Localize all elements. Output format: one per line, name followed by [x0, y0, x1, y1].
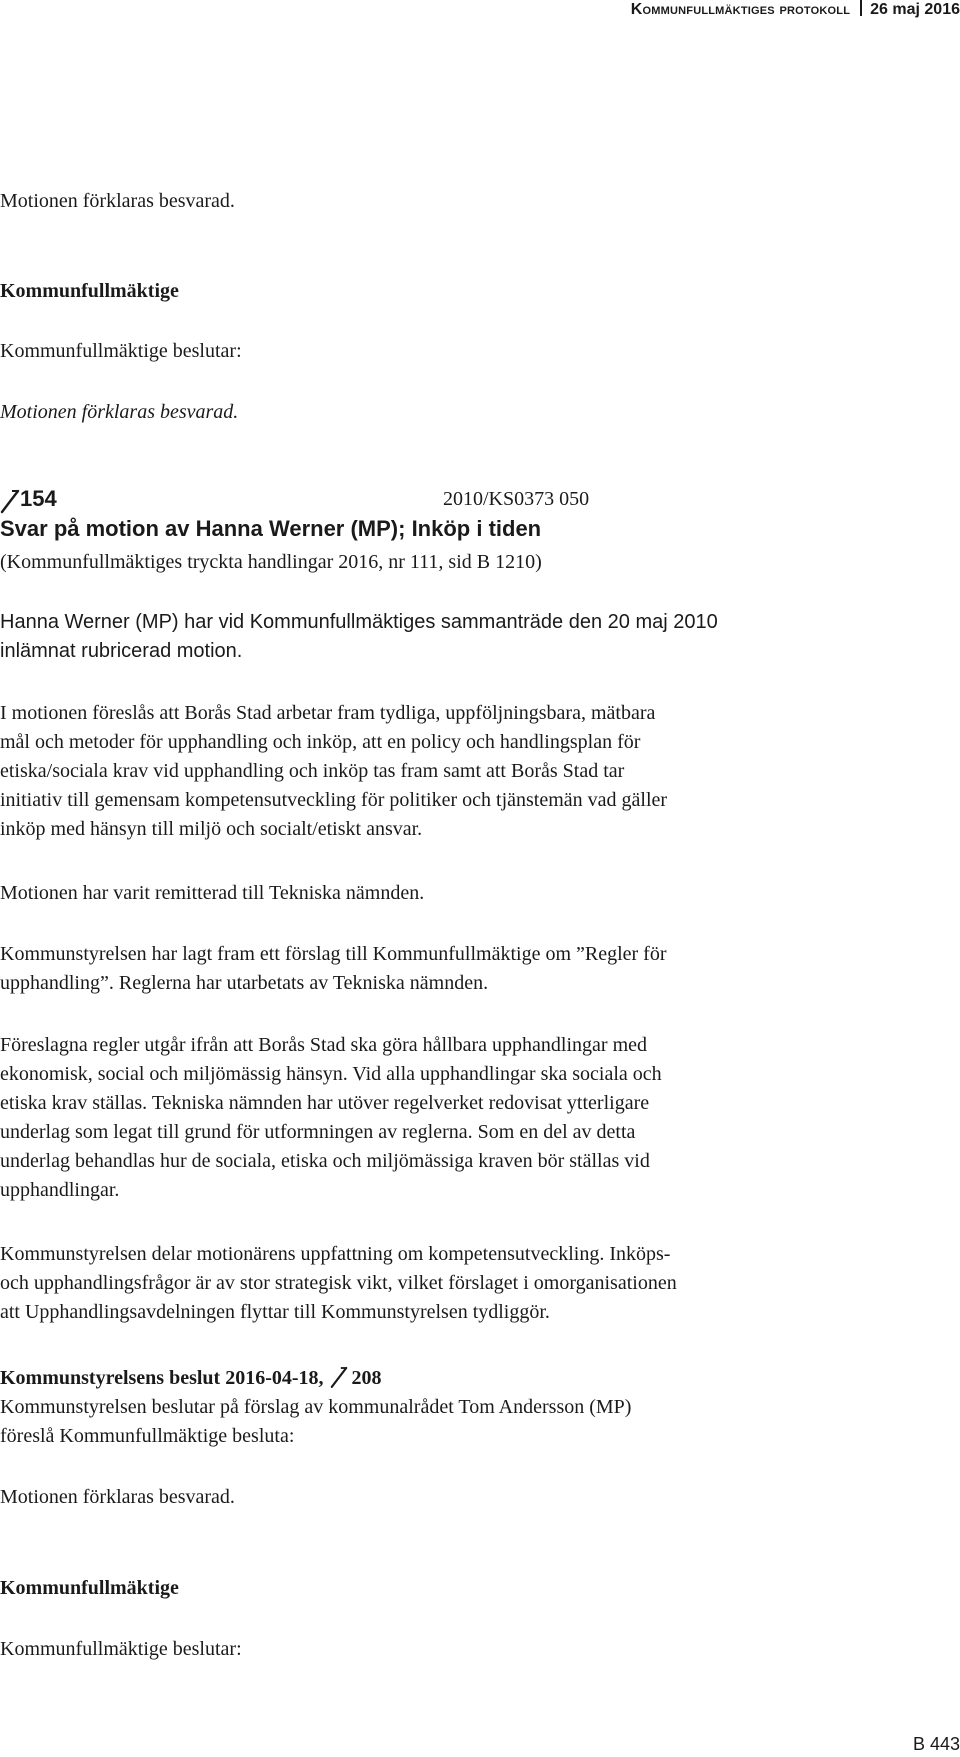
header-separator: [860, 0, 862, 16]
para4-line-1: Föreslagna regler utgår ifrån att Borås Stad ska göra hållbara upphandlingar med: [0, 1034, 648, 1056]
para3-line-2: upphandling”. Reglerna har utarbetats av Tekniska nämnden.: [0, 972, 489, 994]
para1-line-3: etiska/sociala krav vid upphandling och inköp tas fram samt att Borås Stad tar: [0, 760, 625, 782]
para4-line-2: ekonomisk, social och miljömässig hänsyn. Vid alla upphandlingar ska sociala och: [0, 1063, 662, 1085]
ks-decision-heading-text: Kommunstyrelsens beslut 2016-04-18,: [0, 1367, 324, 1389]
ks-decision-line-2: föreslå Kommunfullmäktige besluta:: [0, 1425, 295, 1447]
para4-line-5: underlag behandlas hur de sociala, etiska och miljömässiga kraven bör ställas vid: [0, 1150, 650, 1172]
para5-line-3: att Upphandlingsavdelningen flyttar till Kommunstyrelsen tydliggör.: [0, 1301, 550, 1323]
paragraph-sign-icon: [330, 1365, 348, 1389]
header-title: Kommunfullmäktiges protokoll: [630, 1, 851, 18]
ks-decision-line-1: Kommunstyrelsen beslutar på förslag av kommunalrådet Tom Andersson (MP): [0, 1396, 632, 1418]
prev-kf-decision: Motionen förklaras besvarad.: [0, 401, 239, 423]
paragraph-sign-icon: [0, 488, 20, 514]
running-header: [631, 0, 960, 20]
para1-line-4: initiativ till gemensam kompetensutveckling för politiker och tjänstemän vad gäller: [0, 789, 668, 811]
para3-line-1: Kommunstyrelsen har lagt fram ett förslag till Kommunfullmäktige om ”Regler för: [0, 943, 667, 965]
para5-line-2: och upphandlingsfrågor är av stor strategisk vikt, vilket förslaget i omorganisationen: [0, 1272, 677, 1294]
page-number: B 443: [912, 1734, 960, 1754]
ks-conclusion: Motionen förklaras besvarad.: [0, 1486, 235, 1508]
ks-decision-paragraph-number: 208: [351, 1367, 382, 1389]
ks-decision-heading: [0, 1363, 382, 1393]
header-date: 26 maj 2016: [870, 1, 960, 18]
para1-line-5: inköp med hänsyn till miljö och socialt/etiskt ansvar.: [0, 818, 423, 840]
kf-decides: Kommunfullmäktige beslutar:: [0, 1638, 242, 1660]
para1-line-2: mål och metoder för upphandling och inköp, att en policy och handlingsplan för: [0, 731, 641, 753]
section-title: Svar på motion av Hanna Werner (MP); Inköp i tiden: [0, 516, 542, 541]
intro-line-2: inlämnat rubricerad motion.: [0, 640, 243, 662]
kf-heading: Kommunfullmäktige: [0, 1577, 179, 1599]
prev-conclusion: Motionen förklaras besvarad.: [0, 190, 235, 212]
para2: Motionen har varit remitterad till Tekniska nämnden.: [0, 882, 425, 904]
section-dnr: 2010/KS0373 050: [443, 488, 590, 510]
intro-line-1: Hanna Werner (MP) har vid Kommunfullmäktiges sammanträde den 20 maj 2010: [0, 611, 718, 633]
para4-line-6: upphandlingar.: [0, 1179, 120, 1201]
para4-line-3: etiska krav ställas. Tekniska nämnden har utöver regelverket redovisat ytterligare: [0, 1092, 650, 1114]
para4-line-4: underlag som legat till grund för utformningen av reglerna. Som en del av detta: [0, 1121, 636, 1143]
prev-kf-heading: Kommunfullmäktige: [0, 280, 179, 302]
para5-line-1: Kommunstyrelsen delar motionärens uppfattning om kompetensutveckling. Inköps-: [0, 1243, 671, 1265]
prev-kf-decides: Kommunfullmäktige beslutar:: [0, 340, 242, 362]
section-reference: (Kommunfullmäktiges tryckta handlingar 2016, nr 111, sid B 1210): [0, 551, 542, 573]
para1-line-1: I motionen föreslås att Borås Stad arbetar fram tydliga, uppföljningsbara, mätbara: [0, 702, 656, 724]
section-header-row: [0, 484, 960, 514]
section-number: 154: [20, 486, 57, 511]
